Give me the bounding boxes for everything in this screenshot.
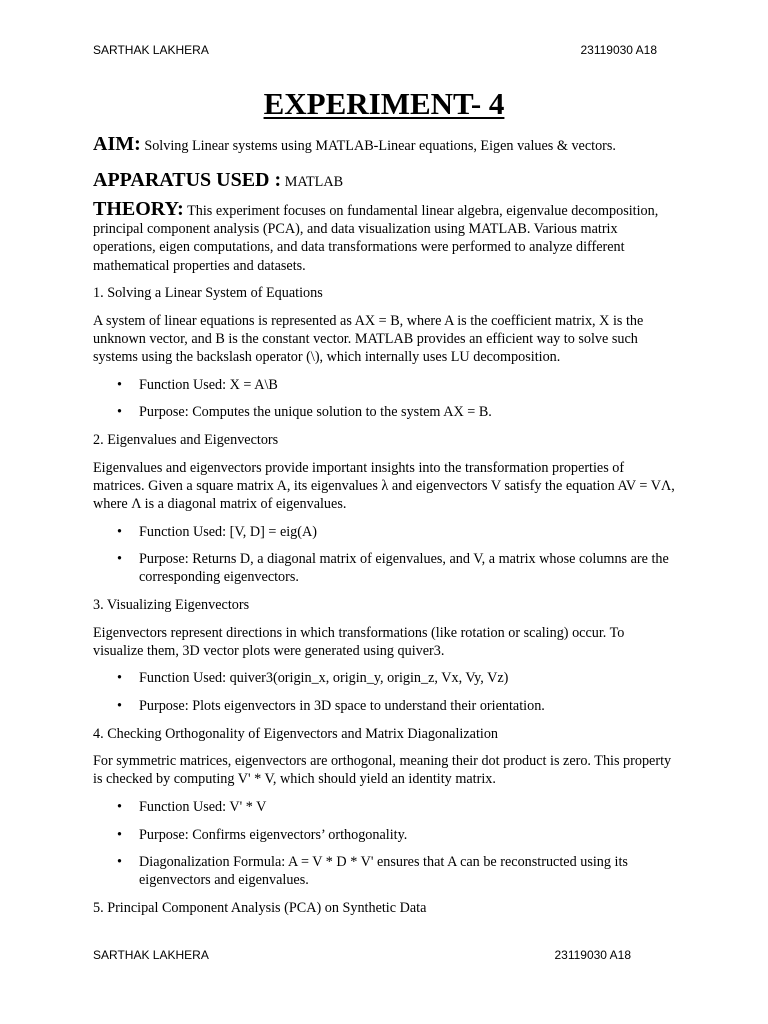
section-body: Eigenvalues and eigenvectors provide important insights into the transformation properties of matrices. Given a square matrix A, its eigenvalues λ and eigenvectors V satisfy the equation AV = VΛ, where Λ is a diagonal matrix of eigenvalues. bbox=[93, 459, 675, 512]
theory-text: This experiment focuses on fundamental linear algebra, eigenvalue decomposition, principal component analysis (PCA), and data visualization using MATLAB. Various matrix operations, eigen computations, and data transformations were performed to analyze different mathematical properties and datasets. bbox=[93, 203, 659, 274]
list-item: • Purpose: Plots eigenvectors in 3D space to understand their orientation. bbox=[139, 697, 677, 715]
section-heading: 2. Eigenvalues and Eigenvectors bbox=[93, 431, 279, 448]
page-header bbox=[93, 43, 675, 57]
aim-paragraph bbox=[93, 130, 677, 160]
list-item: • Function Used: quiver3(origin_x, origin_y, origin_z, Vx, Vy, Vz) bbox=[139, 669, 677, 687]
list-item: • Diagonalization Formula: A = V * D * V' ensures that A can be reconstructed using its eigenvectors and eigenvalues. bbox=[139, 853, 677, 889]
bullet-list bbox=[93, 523, 677, 587]
bullet-list bbox=[93, 798, 677, 890]
section-body: Eigenvectors represent directions in which transformations (like rotation or scaling) occur. To visualize them, 3D vector plots were generated using quiver3. bbox=[93, 624, 625, 659]
apparatus-text: MATLAB bbox=[284, 174, 344, 190]
page-title: EXPERIMENT- 4 bbox=[263, 86, 505, 121]
aim-label: AIM: bbox=[93, 133, 141, 155]
list-item: • Function Used: [V, D] = eig(A) bbox=[139, 523, 677, 541]
header-name: SARTHAK LAKHERA bbox=[93, 43, 209, 57]
footer-id: 23119030 A18 bbox=[554, 948, 631, 962]
list-item: • Purpose: Confirms eigenvectors’ orthogonality. bbox=[139, 826, 677, 844]
bullet-list bbox=[93, 376, 677, 422]
section-body: A system of linear equations is represented as AX = B, where A is the coefficient matrix, X is the unknown vector, and B is the constant vector. MATLAB provides an efficient way to solve such systems using the backslash operator (\), which internally uses LU decomposition. bbox=[93, 312, 644, 366]
section-heading: 1. Solving a Linear System of Equations bbox=[93, 285, 323, 302]
section-heading: 4. Checking Orthogonality of Eigenvectors and Matrix Diagonalization bbox=[93, 725, 499, 742]
list-item: • Function Used: X = A\B bbox=[139, 376, 677, 394]
header-id: 23119030 A18 bbox=[580, 43, 657, 57]
list-item: • Purpose: Returns D, a diagonal matrix of eigenvalues, and V, a matrix whose columns are the corresponding eigenvectors. bbox=[139, 550, 677, 586]
document-body bbox=[93, 130, 677, 927]
section-body: For symmetric matrices, eigenvectors are orthogonal, meaning their dot product is zero. This property is checked by computing V' * V, which should yield an identity matrix. bbox=[93, 753, 672, 788]
section-heading: 5. Principal Component Analysis (PCA) on Synthetic Data bbox=[93, 899, 427, 916]
theory-label: THEORY: bbox=[93, 198, 184, 220]
footer-name: SARTHAK LAKHERA bbox=[93, 948, 209, 962]
list-item: • Purpose: Computes the unique solution to the system AX = B. bbox=[139, 403, 677, 421]
aim-text: Solving Linear systems using MATLAB-Linear equations, Eigen values & vectors. bbox=[144, 138, 616, 154]
list-item: • Function Used: V' * V bbox=[139, 798, 677, 816]
section-heading: 3. Visualizing Eigenvectors bbox=[93, 596, 250, 613]
page-footer bbox=[93, 948, 675, 962]
theory-paragraph bbox=[93, 200, 677, 275]
bullet-list bbox=[93, 669, 677, 715]
apparatus-paragraph bbox=[93, 166, 677, 196]
apparatus-label: APPARATUS USED : bbox=[93, 169, 282, 191]
